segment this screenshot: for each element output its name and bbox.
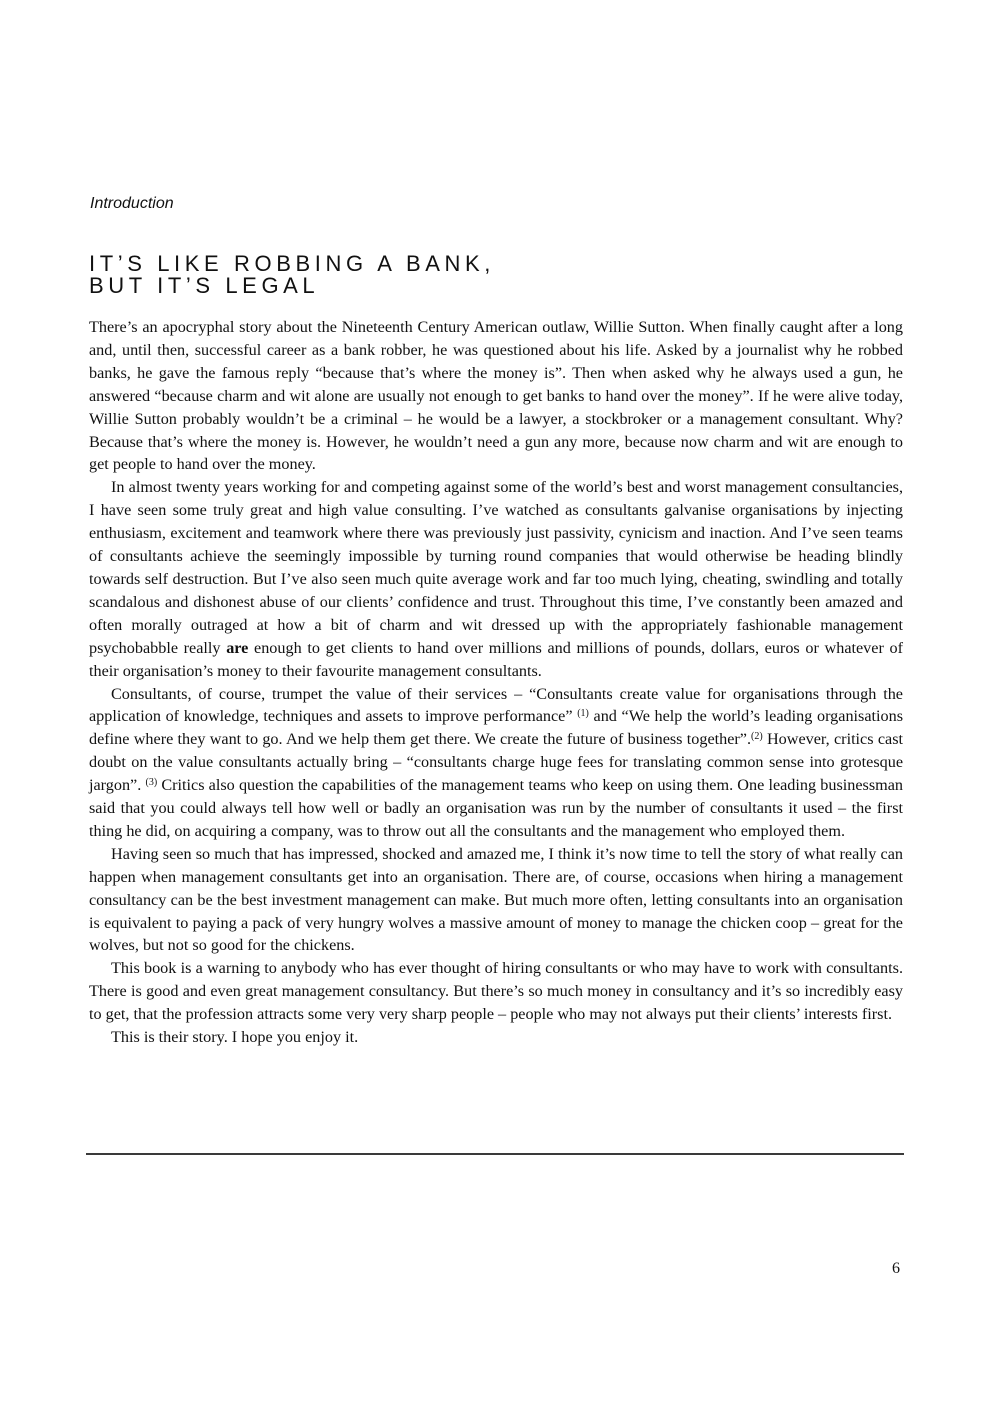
paragraph-text: enough to get clients to hand over millions and millions of pounds, dollars, euros or whatever of their organisation’s money to their favourite management consultants.: [89, 638, 903, 680]
paragraph-text: and “We help the world’s leading organisations define where they want to go. And we help them get there. We create the future of business together”.: [89, 707, 904, 749]
paragraph-text: However, critics cast doubt on the value consultants actually bring – “consultants charge huge fees for translating common sense into grotesque jargon”.: [89, 730, 903, 795]
body-text: [89, 316, 903, 1049]
paragraph-text: This book is a warning to anybody who has ever thought of hiring consultants or who may have to work with consultants. There is good and even great management consultancy. But there’s so much money in consultancy and it’s so incredibly easy to get, that the profession attracts some very very sharp people – people who may not always put their clients’ interests first.: [89, 959, 903, 1024]
paragraph-4: [89, 843, 903, 958]
paragraph-2: [89, 476, 903, 682]
paragraph-text: Consultants, of course, trumpet the value of their services – “Consultants create value for organisations through the application of knowledge, techniques and assets to improve performance”: [89, 684, 903, 726]
paragraph-1: [89, 316, 903, 476]
paragraph-5: [89, 957, 903, 1026]
chapter-title-line-1: IT’S LIKE ROBBING A BANK,: [89, 251, 495, 276]
horizontal-rule: [86, 1153, 904, 1155]
paragraph-text: Having seen so much that has impressed, shocked and amazed me, I think it’s now time to tell the story of what really can happen when management consultants get into an organisation. There are, of course, occasions when hiring a management consultancy can be the best investment management can make. But much more often, letting consultants into an organisation is equivalent to paying a pack of very hungry wolves a massive amount of money to manage the chicken coop – great for the wolves, but not so good for the chickens.: [89, 844, 903, 955]
footnote-ref-3: (3): [145, 777, 158, 789]
paragraph-text: In almost twenty years working for and competing against some of the world’s best and worst management consultancies, I have seen some truly great and high value consulting. I’ve watched as consultants galvanise organisations by injecting enthusiasm, excitement and teamwork where there was previously just passivity, cynicism and inaction. And I’ve seen teams of consultants achieve the seemingly impossible by turning round companies that would otherwise be heading blindly towards self destruction. But I’ve also seen much quite average work and far too much lying, cheating, swindling and totally scandalous and dishonest abuse of our clients’ confidence and trust. Throughout this time, I’ve constantly been amazed and often morally outraged at how a bit of charm and wit dressed up with the appropriately fashionable management psychobabble really: [89, 478, 903, 657]
paragraph-text: There’s an apocryphal story about the Nineteenth Century American outlaw, Willie Sutton. When finally caught after a long and, until then, successful career as a bank robber, he was questioned about his life. Asked by a journalist why he robbed banks, he gave the famous reply “because that’s where the money is”. Then when asked why he always used a gun, he answered “because charm and wit alone are usually not enough to get banks to hand over the money”. If he were alive today, Willie Sutton probably wouldn’t be a criminal – he would be a lawyer, a stockbroker or a management consultant. Why? Because that’s where the money is. However, he wouldn’t need a gun any more, because now charm and wit are enough to get people to hand over the money.: [89, 318, 903, 474]
section-label: Introduction: [90, 195, 174, 212]
page-number: 6: [892, 1260, 900, 1277]
paragraph-text: Critics also question the capabilities of the management teams who keep on using them. One leading businessman said that you could always tell how well or badly an organisation was run by the number of consultants it used – the first thing he did, on acquiring a company, was to throw out all the consultants and the management who employed them.: [89, 776, 904, 840]
paragraph-6: [89, 1026, 903, 1049]
paragraph-text: This is their story. I hope you enjoy it.: [111, 1028, 359, 1047]
paragraph-3: [89, 683, 903, 843]
chapter-title-line-2: BUT IT’S LEGAL: [89, 273, 320, 298]
footnote-ref-1: (1): [577, 708, 589, 720]
footnote-ref-2: (2): [751, 731, 763, 743]
chapter-title: [89, 253, 495, 297]
emphasis-text: are: [226, 638, 249, 657]
